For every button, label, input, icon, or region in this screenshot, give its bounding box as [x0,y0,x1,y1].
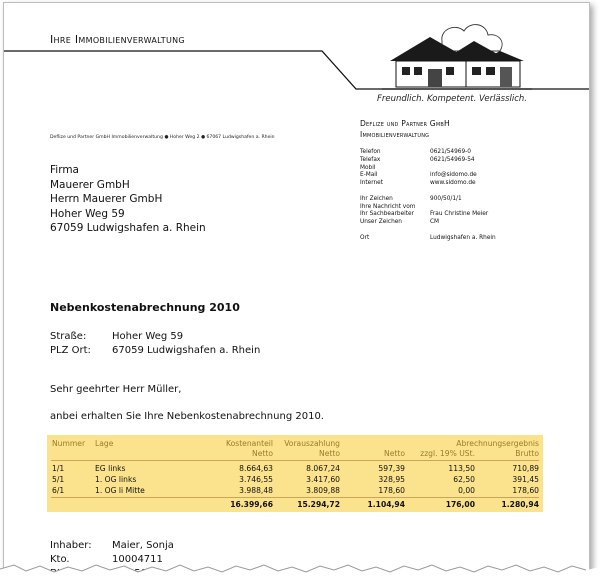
recipient-line: 67059 Ludwigshafen a. Rhein [50,222,206,235]
info-row: Telefax 0621/54969-54 [360,156,475,163]
info-row: Ort Ludwigshafen a. Rhein [360,234,496,241]
company-block [360,118,450,140]
col-header-kostenanteil: Kostenanteil [225,439,273,448]
cell-lage: 1. OG li Mitte [95,486,145,495]
cell-vorauszahlung: 3.809,88 [306,486,340,495]
col-header-brutto: Brutto [515,449,539,458]
contact-info [360,149,496,243]
cell-ust: 113,50 [448,464,475,473]
info-row: Telefon 0621/54969-0 [360,149,471,155]
torn-edge [0,557,600,583]
property-row: PLZ Ort: 67059 Ludwigshafen a. Rhein [50,345,261,356]
house-logo [382,21,532,95]
bank-row: Kto. 10004711 [50,554,163,565]
recipient-line: Firma [50,164,79,176]
col-header-vorauszahlung: Vorauszahlung [284,439,340,448]
info-row: E-Mail info@sidomo.de [360,172,477,179]
cell-lage: EG links [95,464,126,473]
recipient-line: Mauerer GmbH [50,178,130,191]
col-header-netto: Netto [319,449,340,458]
total-netto: 1.104,94 [367,500,405,509]
cell-netto: 597,39 [378,464,405,473]
info-row: Mobil [360,164,376,171]
letter-title: Nebenkostenabrechnung 2010 [50,301,240,314]
company-subtitle: Immobilienverwaltung [360,130,430,139]
recipient-line: Hoher Weg 59 [50,207,125,220]
cell-brutto: 178,60 [512,486,539,495]
company-name: Deflize und Partner GmbH [360,119,450,128]
cost-table [47,435,543,512]
sender-return-address: Deflize und Partner GmbH Immobilienverwaltung ● Hoher Weg 2 ● 67067 Ludwigshafen a. Rhein [50,135,275,140]
col-header-abrechnungsergebnis: Abrechnungsergebnis [456,439,539,448]
total-ust: 176,00 [445,500,475,509]
col-header-netto: Netto [384,449,405,458]
cell-nummer: 5/1 [52,475,65,484]
slogan: Freundlich. Kompetent. Verlässlich. [377,94,527,104]
cell-vorauszahlung: 3.417,60 [306,475,340,484]
total-vorauszahlung: 15.294,72 [297,500,340,509]
col-header-lage: Lage [95,439,114,448]
info-row: Internet www.sidomo.de [360,180,476,187]
info-row: Ihr Zeichen 900/50/1/1 [360,195,462,202]
table-divider [51,497,539,498]
col-header-netto: Netto [252,449,273,458]
cell-vorauszahlung: 8.067,24 [306,464,340,473]
bank-row: Inhaber: Maier, Sonja [50,540,174,551]
intro-text: anbei erhalten Sie Ihre Nebenkostenabrechnung 2010. [50,411,324,422]
recipient-address [50,163,206,236]
col-header-ust: zzgl. 19% USt. [420,449,475,458]
cell-nummer: 1/1 [52,464,65,473]
cell-netto: 178,60 [378,486,405,495]
col-header-nummer: Nummer [52,439,86,448]
property-row: Straße: Hoher Weg 59 [50,331,184,342]
cell-kostenanteil: 3.988,48 [239,486,273,495]
cell-kostenanteil: 3.746,55 [239,475,273,484]
salutation: Sehr geehrter Herr Müller, [50,384,182,395]
table-divider [51,460,539,461]
company-heading: Ihre Immobilienverwaltung [50,33,185,46]
info-row: Ihre Nachricht vom [360,203,416,210]
cell-brutto: 391,45 [512,475,539,484]
info-row: Ihr Sachbearbeiter Frau Christine Meier [360,211,489,218]
cell-nummer: 6/1 [52,486,65,495]
cell-ust: 0,00 [458,486,475,495]
cell-brutto: 710,89 [512,464,539,473]
total-kostenanteil: 16.399,66 [230,500,273,509]
letter-page [3,2,590,578]
recipient-line: Herrn Mauerer GmbH [50,193,163,206]
total-brutto: 1.280,94 [501,500,539,509]
cell-lage: 1. OG links [95,475,137,484]
property-address [50,330,260,358]
cell-kostenanteil: 8.664,63 [239,464,273,473]
cell-netto: 328,95 [378,475,405,484]
info-row: Unser Zeichen CM [360,219,440,226]
cell-ust: 62,50 [453,475,475,484]
